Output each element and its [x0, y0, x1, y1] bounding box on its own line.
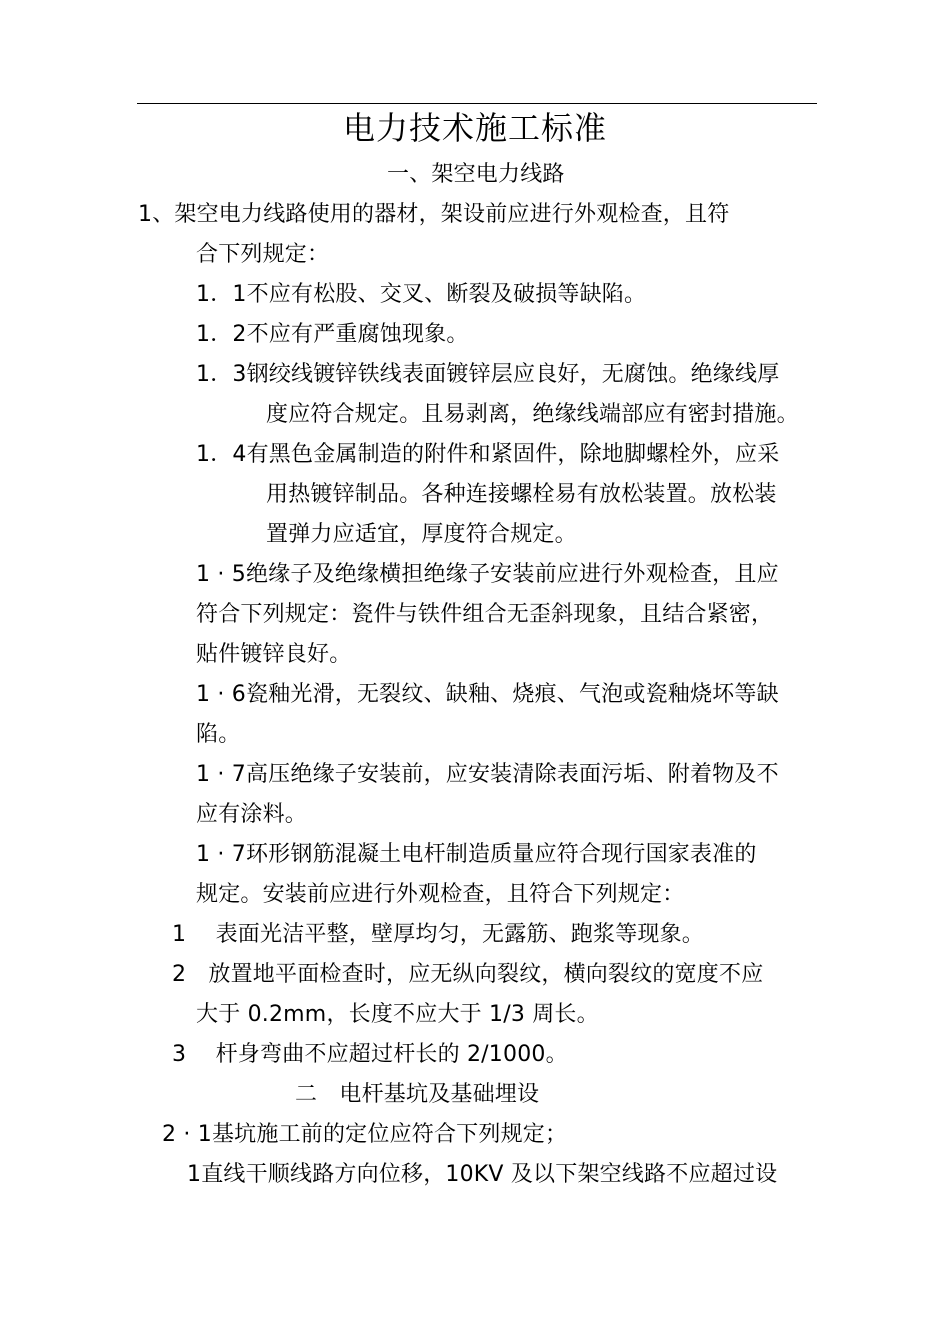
list-item-1-7-cont: 应有涂料。 — [196, 802, 308, 827]
document-title: 电力技术施工标准 — [342, 109, 607, 147]
list-item-1-7b-cont: 规定。安装前应进行外观检查，且符合下列规定： — [196, 882, 685, 907]
list-item-1-5-cont: 符合下列规定：瓷件与铁件组合无歪斜现象，且结合紧密， — [196, 602, 774, 627]
list-item-2-1: 2 · 1基坑施工前的定位应符合下列规定； — [162, 1122, 568, 1147]
sub-item-2: 2 放置地平面检查时，应无纵向裂纹，横向裂纹的宽度不应 — [172, 962, 764, 987]
list-item-1-6-cont: 陷。 — [196, 722, 241, 747]
paragraph-line: 合下列规定： — [196, 242, 330, 267]
list-item-1-4-cont: 置弹力应适宜，厚度符合规定。 — [266, 522, 577, 547]
list-item-1-6: 1 · 6瓷釉光滑，无裂纹、缺釉、烧痕、气泡或瓷釉烧坏等缺 — [196, 682, 779, 707]
list-item-1-5: 1 · 5绝缘子及绝缘横担绝缘子安装前应进行外观检查，且应 — [196, 562, 779, 587]
section-heading-2: 二 电杆基坑及基础埋设 — [295, 1082, 540, 1107]
header-rule — [137, 103, 817, 104]
sub-item-2-1-1: 1直线干顺线路方向位移，10KV 及以下架空线路不应超过设 — [187, 1162, 778, 1187]
section-heading-1: 一、架空电力线路 — [387, 162, 565, 187]
sub-item-2-cont: 大于 0.2mm，长度不应大于 1/3 周长。 — [196, 1002, 599, 1027]
list-item-1-4-cont: 用热镀锌制品。各种连接螺栓易有放松装置。放松装 — [266, 482, 777, 507]
list-item-1-3: 1．3钢绞线镀锌铁线表面镀锌层应良好，无腐蚀。绝缘线厚 — [196, 362, 780, 387]
list-item-1-4: 1．4有黑色金属制造的附件和紧固件，除地脚螺栓外，应采 — [196, 442, 780, 467]
list-item-1-7b: 1 · 7环形钢筋混凝土电杆制造质量应符合现行国家表准的 — [196, 842, 757, 867]
list-item-1-5-cont: 贴件镀锌良好。 — [196, 642, 352, 667]
sub-item-1: 1 表面光洁平整，壁厚均匀，无露筋、跑浆等现象。 — [172, 922, 704, 947]
sub-item-3: 3 杆身弯曲不应超过杆长的 2/1000。 — [172, 1042, 568, 1067]
list-item-1-3-cont: 度应符合规定。且易剥离，绝缘线端部应有密封措施。 — [266, 402, 799, 427]
paragraph-line: 1、架空电力线路使用的器材，架设前应进行外观检查，且符 — [138, 202, 730, 227]
list-item-1-1: 1．1不应有松股、交叉、断裂及破损等缺陷。 — [196, 282, 647, 307]
list-item-1-2: 1．2不应有严重腐蚀现象。 — [196, 322, 469, 347]
list-item-1-7: 1 · 7高压绝缘子安装前，应安装清除表面污垢、附着物及不 — [196, 762, 779, 787]
